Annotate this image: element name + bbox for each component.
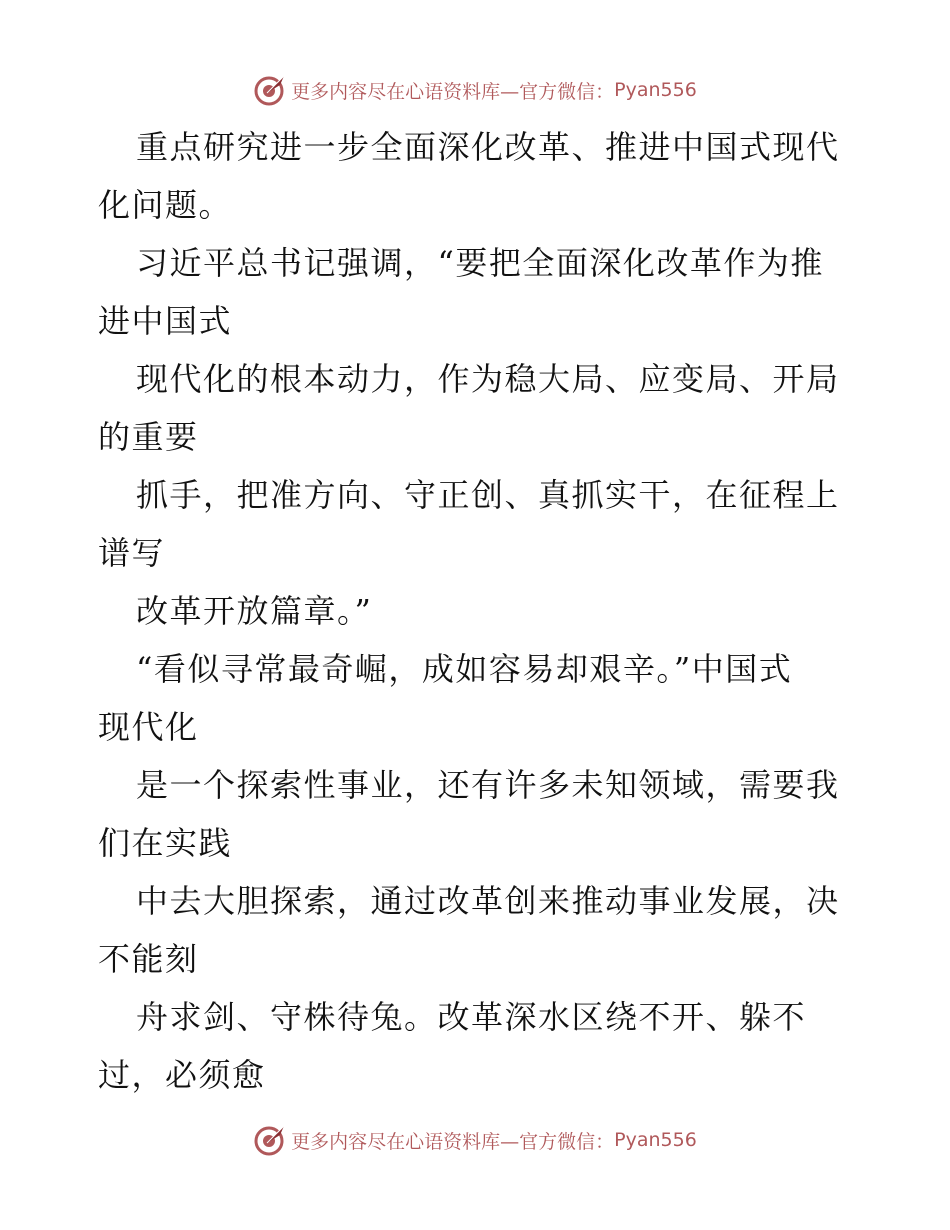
watermark-text: 更多内容尽在心语资料库—官方微信：: [291, 80, 615, 103]
text-line: 过，必须愈: [98, 1056, 266, 1094]
text-line: 舟求剑、守株待兔。改革深水区绕不开、躲不: [136, 998, 807, 1036]
quill-logo-icon: [253, 73, 287, 107]
text-line: 化问题。: [98, 186, 233, 224]
text-line: 不能刻: [98, 940, 199, 978]
text-line: 现代化的根本动力，作为稳大局、应变局、开局: [136, 360, 840, 398]
document-body: [98, 118, 858, 1104]
wechat-id: Pyan556: [614, 1129, 697, 1151]
watermark-text: 更多内容尽在心语资料库—官方微信：: [291, 1130, 615, 1153]
footer-watermark: [0, 1120, 950, 1160]
header-watermark: [0, 70, 950, 110]
wechat-id: Pyan556: [614, 79, 697, 101]
text-line: 中去大胆探索，通过改革创来推动事业发展，决: [136, 882, 840, 920]
text-line: 抓手，把准方向、守正创、真抓实干，在征程上: [136, 476, 840, 514]
text-line: “看似寻常最奇崛，成如容易却艰辛。”中国式: [136, 650, 793, 688]
text-line: 现代化: [98, 708, 199, 746]
text-line: 们在实践: [98, 824, 233, 862]
quill-logo-icon: [253, 1123, 287, 1157]
text-line: 的重要: [98, 418, 199, 456]
text-line: 习近平总书记强调，“要把全面深化改革作为推: [136, 244, 824, 282]
text-line: 是一个探索性事业，还有许多未知领域，需要我: [136, 766, 840, 804]
text-line: 谱写: [98, 534, 166, 572]
text-line: 重点研究进一步全面深化改革、推进中国式现代: [136, 128, 840, 166]
text-line: 进中国式: [98, 302, 233, 340]
text-line: 改革开放篇章。”: [136, 592, 373, 630]
